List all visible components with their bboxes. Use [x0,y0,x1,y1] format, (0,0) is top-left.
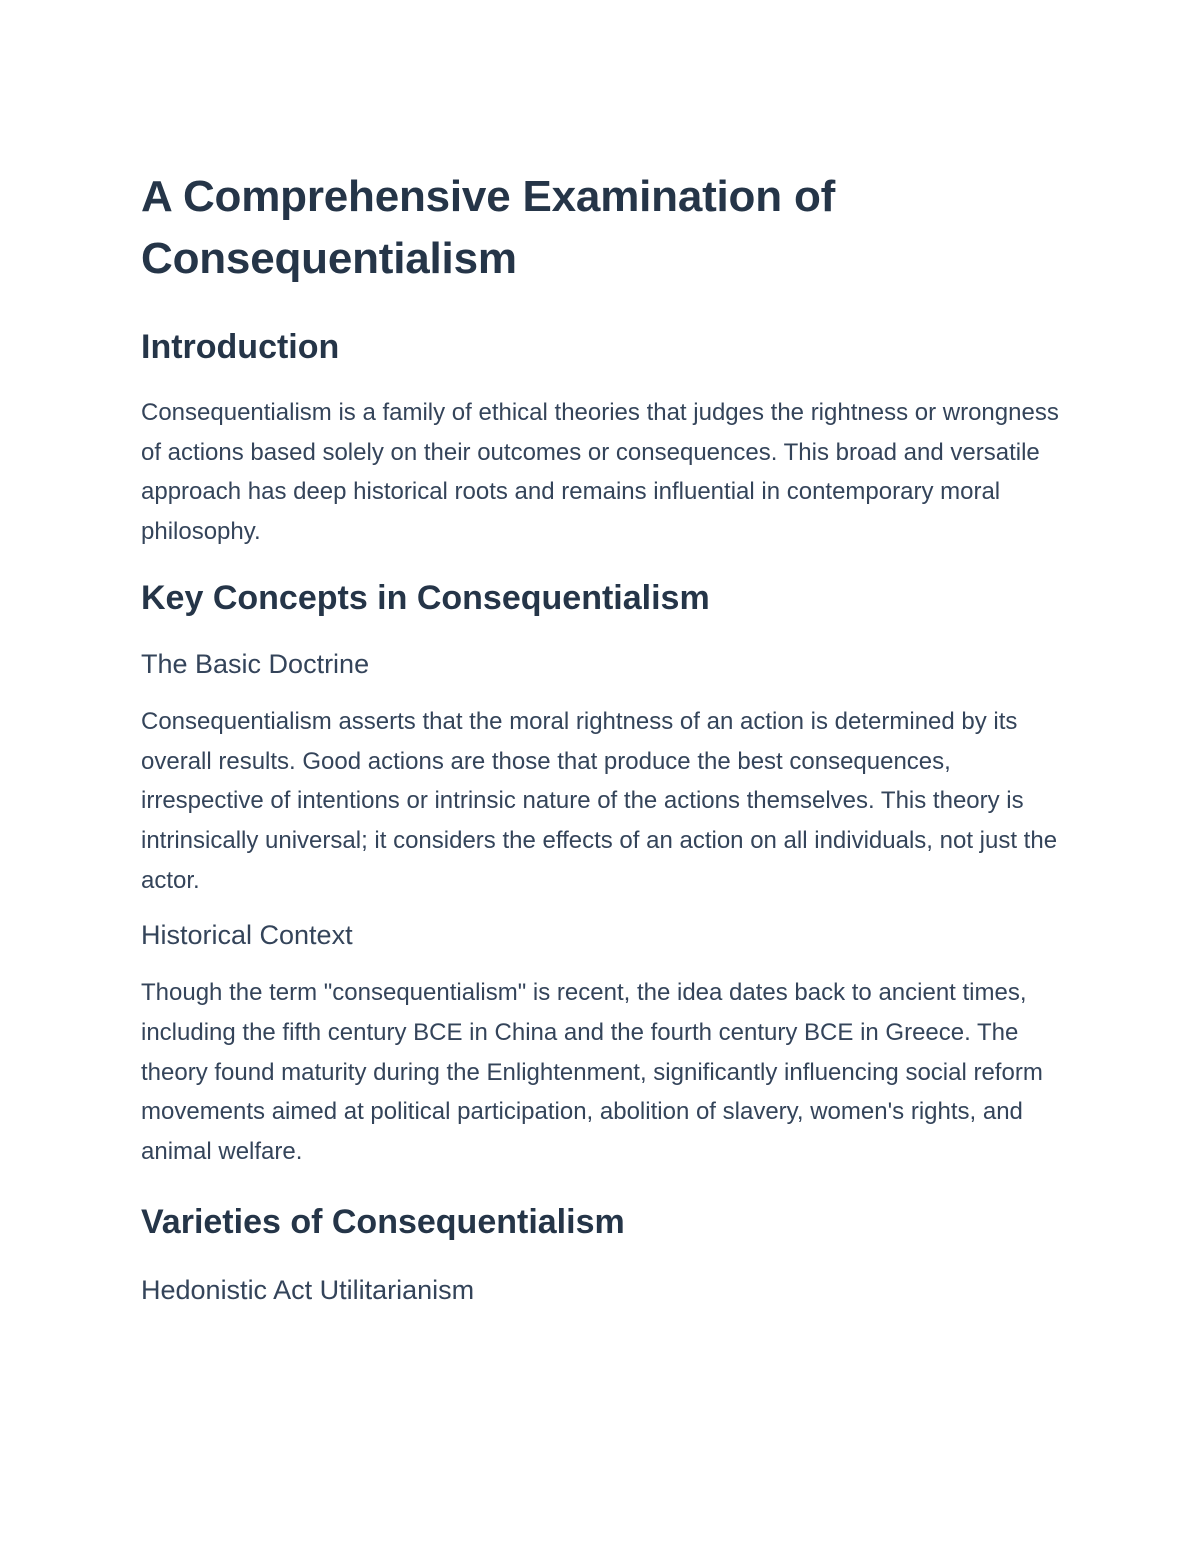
subheading-hedonistic-act-utilitarianism: Hedonistic Act Utilitarianism [141,1274,475,1305]
paragraph-introduction: Consequentialism is a family of ethical theories that judges the rightness or wrongness of actions based solely on their outcomes or consequences. This broad and versatile approach has deep historical roots and remains influential in contemporary moral philosophy. [141,399,1059,546]
document-title: A Comprehensive Examination of Consequentialism [141,172,836,283]
paragraph-historical-context: Though the term "consequentialism" is recent, the idea dates back to ancient times, including the fifth century BCE in China and the fourth century BCE in Greece. The theory found maturity during the Enlightenment, significantly influencing social reform movements aimed at political participation, abolition of slavery, women's rights, and animal welfare. [141,979,1043,1166]
subheading-basic-doctrine: The Basic Doctrine [141,648,370,679]
subheading-historical-context: Historical Context [141,920,353,951]
paragraph-basic-doctrine: Consequentialism asserts that the moral rightness of an action is determined by its overall results. Good actions are those that produce the best consequences, irrespective of intentions or intrinsic nature of the actions themselves. This theory is intrinsically universal; it considers the effects of an action on all individuals, not just the actor. [141,707,1058,894]
section-heading-key-concepts: Key Concepts in Consequentialism [141,578,710,617]
document-page [141,166,1061,1306]
section-heading-varieties: Varieties of Consequentialism [141,1202,625,1241]
section-heading-introduction: Introduction [141,328,340,366]
